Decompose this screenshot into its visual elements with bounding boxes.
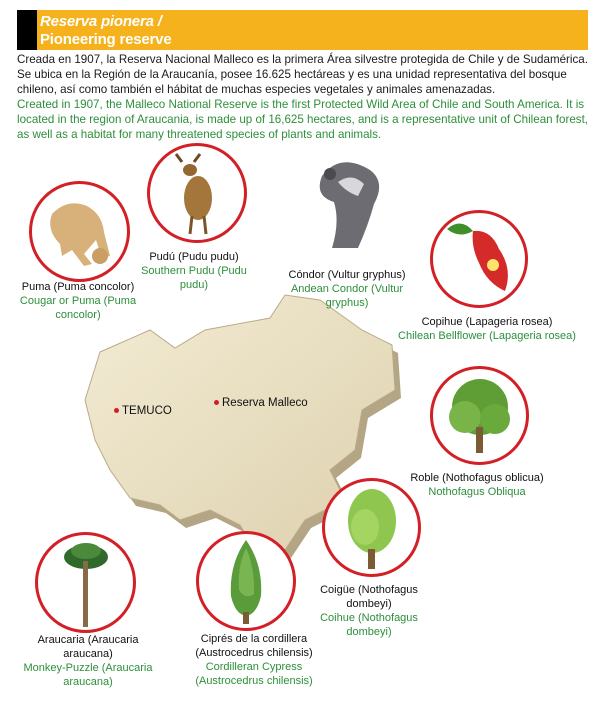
cipres-tree-icon xyxy=(199,534,293,628)
title-spanish: Reserva pionera / xyxy=(40,13,162,30)
puma-caption xyxy=(18,280,138,322)
copihue-name-en: Chilean Bellflower (Lapageria rosea) xyxy=(398,330,576,342)
puma-picture xyxy=(29,181,130,282)
city-temuco xyxy=(114,405,172,417)
araucaria-caption xyxy=(16,633,160,689)
coigue-picture xyxy=(322,478,421,577)
araucaria-picture xyxy=(35,532,136,633)
roble-name-es: Roble (Nothofagus oblicua) xyxy=(410,472,544,484)
coigue-name-es: Coigüe (Nothofagus dombeyi) xyxy=(320,584,418,610)
cipres-picture xyxy=(196,531,296,631)
city-label: TEMUCO xyxy=(122,405,172,417)
reserve-marker xyxy=(214,400,219,405)
copihue-caption xyxy=(396,315,578,343)
araucaria-name-en: Monkey-Puzzle (Araucaria araucana) xyxy=(23,662,153,688)
puma-icon xyxy=(32,184,127,279)
roble-picture xyxy=(430,366,529,465)
puma-name-es: Puma (Puma concolor) xyxy=(21,281,135,293)
araucaria-name-es: Araucaria (Araucaria araucana) xyxy=(37,634,139,660)
coigue-name-en: Coihue (Nothofagus dombeyi) xyxy=(320,612,418,638)
coigue-caption xyxy=(318,583,420,639)
condor-icon xyxy=(300,152,392,252)
condor-picture xyxy=(300,152,392,252)
intro-english: Created in 1907, the Malleco National Reserve is the first Protected Wild Area of Chile and South America. It is located in the region of Araucania, is made up of 16,625 hectares, and is a representative unit of Chilean forest, as well as a habitat for many threatened species of plants and animals. xyxy=(17,98,589,141)
roble-tree-icon xyxy=(433,369,526,462)
pudu-caption xyxy=(140,250,248,292)
cipres-caption xyxy=(178,632,330,688)
copihue-icon xyxy=(433,213,525,305)
coigue-tree-icon xyxy=(325,481,418,574)
roble-caption xyxy=(410,471,544,499)
pudu-name-en: Southern Pudu (Pudu pudu) xyxy=(141,265,247,291)
cipres-name-es: Ciprés de la cordillera (Austrocedrus chilensis) xyxy=(195,633,313,659)
copihue-picture xyxy=(430,210,528,308)
reserve-malleco-marker xyxy=(214,397,308,409)
pudu-icon xyxy=(150,146,244,240)
intro-spanish: Creada en 1907, la Reserva Nacional Malleco es la primera Área silvestre protegida de Chile y de Sudamérica. Se ubica en la Región de la Araucanía, posee 16.625 hectáreas y es una unidad representativa del bosque chileno, así como también el hábitat de muchas especies vegetales y animales amenazadas. xyxy=(17,53,588,96)
copihue-name-es: Copihue (Lapageria rosea) xyxy=(421,316,553,328)
condor-caption xyxy=(278,268,416,310)
condor-name-es: Cóndor (Vultur gryphus) xyxy=(288,269,406,281)
pudu-picture xyxy=(147,143,247,243)
cipres-name-en: Cordilleran Cypress (Austrocedrus chilensis) xyxy=(195,661,313,687)
city-marker xyxy=(114,408,119,413)
reserve-label: Reserva Malleco xyxy=(222,397,308,409)
title-english: Pioneering reserve xyxy=(40,31,172,48)
roble-name-en: Nothofagus Obliqua xyxy=(428,486,526,498)
pudu-name-es: Pudú (Pudu pudu) xyxy=(149,251,239,263)
araucaria-tree-icon xyxy=(38,535,133,630)
condor-name-en: Andean Condor (Vultur gryphus) xyxy=(290,283,404,309)
puma-name-en: Cougar or Puma (Puma concolor) xyxy=(19,295,137,321)
